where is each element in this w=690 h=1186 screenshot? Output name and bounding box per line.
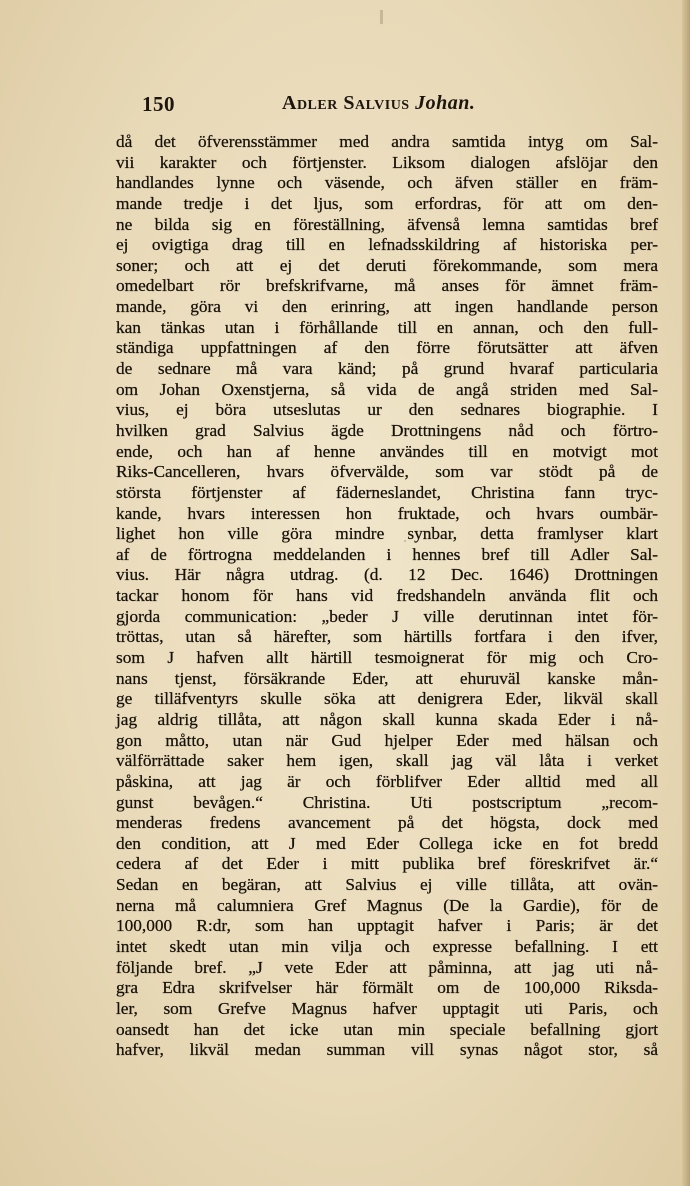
text-line: om Johan Oxenstjerna, så vida de angå striden med Sal- — [116, 379, 658, 399]
text-line: hafver, likväl medan summan vill synas något stor, så — [116, 1040, 658, 1060]
text-line: de sednare må vara känd; på grund hvaraf particularia — [116, 359, 658, 379]
text-line: ne bilda sig en föreställning, äfvenså lemna samtidas bref — [116, 214, 658, 234]
text-line: som J hafven allt härtill tesmoignerat för mig och Cro- — [116, 648, 658, 668]
text-line: följande bref. „J vete Eder att påminna, att jag uti nå- — [116, 957, 658, 977]
text-line: gra Edra skrifvelser här förmält om de 100,000 Riksda- — [116, 978, 658, 998]
text-line: kande, hvars interessen hon fruktade, och hvars oumbär- — [116, 503, 658, 523]
text-line: hvilken grad Salvius ägde Drottningens nåd och förtro- — [116, 420, 658, 440]
running-title-surname-2: Salvius — [343, 92, 410, 114]
text-line: 100,000 R:dr, som han upptagit hafver i Paris; är det — [116, 916, 658, 936]
text-line: nerna må calumniera Gref Magnus (De la Gardie), för de — [116, 895, 658, 915]
text-line: den condition, att J med Eder Collega icke en fot bredd — [116, 833, 658, 853]
running-title — [282, 92, 475, 115]
text-line: soner; och att ej det deruti förekommande, som mera — [116, 255, 658, 275]
text-line: intet skedt utan min vilja och expresse befallning. I ett — [116, 936, 658, 956]
text-line: påskina, att jag är och förblifver Eder alltid med all — [116, 771, 658, 791]
running-head — [142, 92, 582, 118]
page-edge — [682, 0, 690, 1186]
text-line: jag aldrig tillåta, att någon skall kunna skada Eder i nå- — [116, 709, 658, 729]
text-line: mande, göra vi den erinring, att ingen handlande person — [116, 297, 658, 317]
text-line: omedelbart rör brefskrifvarne, må anses för ämnet främ- — [116, 276, 658, 296]
text-line: ge tilläfventyrs skulle söka att denigrera Eder, likväl skall — [116, 689, 658, 709]
text-line: ständiga uppfattningen af den förre förutsätter att äfven — [116, 338, 658, 358]
text-line: ler, som Grefve Magnus hafver upptagit uti Paris, och — [116, 998, 658, 1018]
text-line: cedera af det Eder i mitt publika bref föreskrifvet är.“ — [116, 854, 658, 874]
text-line: af de förtrogna meddelanden i hennes bref till Adler Sal- — [116, 544, 658, 564]
text-line: vius, ej böra utseslutas ur den sednares biographie. I — [116, 400, 658, 420]
text-line: vius. Här några utdrag. (d. 12 Dec. 1646) Drottningen — [116, 565, 658, 585]
text-line: vii karakter och förtjenster. Liksom dialogen afslöjar den — [116, 152, 658, 172]
text-line: menderas fredens avancement på det högsta, dock med — [116, 813, 658, 833]
running-title-surname-1: Adler — [282, 92, 338, 114]
text-line: oansedt han det icke utan min speciale befallning gjort — [116, 1019, 658, 1039]
text-line: mande tredje i det ljus, som erfordras, för att om den- — [116, 193, 658, 213]
text-line: välförrättade saker hem igen, skall jag väl låta i verket — [116, 751, 658, 771]
text-line: tackar honom för hans vid fredshandeln använda flit och — [116, 586, 658, 606]
text-line: nans tjenst, försäkrande Eder, att ehuruväl kanske mån- — [116, 668, 658, 688]
text-line: största förtjenster af fäderneslandet, Christina fann tryc- — [116, 482, 658, 502]
body-text — [116, 132, 658, 1061]
text-line: Riks-Cancelleren, hvars öfvervälde, som var stödt på de — [116, 462, 658, 482]
text-line: tröttas, utan så härefter, som härtills fortfara i den ifver, — [116, 627, 658, 647]
text-line: ende, och han af henne användes till en motvigt mot — [116, 441, 658, 461]
running-title-given-name: Johan. — [415, 92, 476, 114]
text-line: då det öfverensstämmer med andra samtida intyg om Sal- — [116, 132, 658, 151]
paper-blemish — [380, 10, 383, 24]
text-line: kan tänkas utan i förhållande till en annan, och den full- — [116, 317, 658, 337]
text-line: Sedan en begäran, att Salvius ej ville tillåta, att ovän- — [116, 875, 658, 895]
text-line: ej ovigtiga drag till en lefnadsskildring af historiska per- — [116, 235, 658, 255]
text-line: gunst bevågen.“ Christina. Uti postscriptum „recom- — [116, 792, 658, 812]
text-line: gon måtto, utan när Gud hjelper Eder med hälsan och — [116, 730, 658, 750]
page-number: 150 — [142, 92, 175, 116]
text-line: gjorda communication: „beder J ville derutinnan intet för- — [116, 606, 658, 626]
text-line: lighet hon ville göra mindre synbar, detta framlyser klart — [116, 524, 658, 544]
text-line: handlandes lynne och väsende, och äfven ställer en främ- — [116, 173, 658, 193]
